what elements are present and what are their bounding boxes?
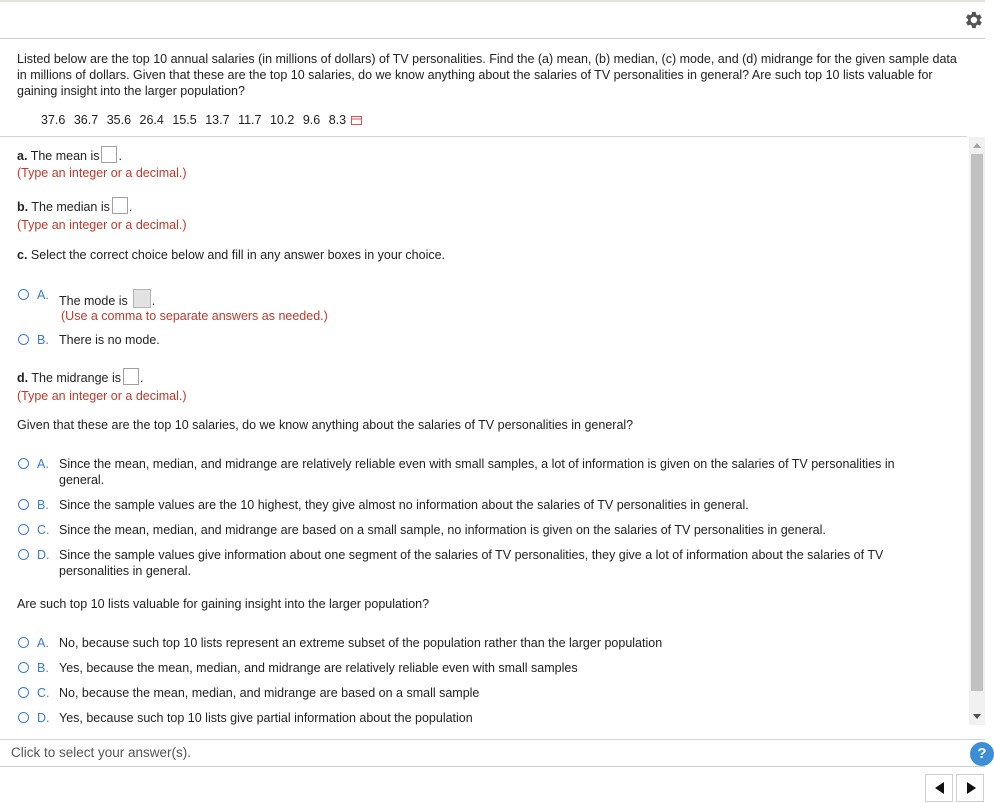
choice-text: Since the sample values are the 10 highest, they give almost no information about the salaries of TV personalities in general. [59, 498, 749, 512]
data-value: 36.7 [73, 113, 99, 127]
part-d-text: The midrange is [31, 371, 121, 385]
midrange-answer-box[interactable] [123, 368, 139, 385]
valuable-choice-b[interactable] [18, 660, 578, 676]
radio-button[interactable] [18, 458, 29, 469]
radio-button[interactable] [18, 549, 29, 560]
data-value: 37.6 [41, 113, 66, 127]
choice-letter: D. [37, 548, 50, 562]
choice-text: The mode is . [59, 287, 155, 309]
part-a-hint: (Type an integer or a decimal.) [17, 166, 187, 180]
scroll-up-arrow-icon[interactable] [973, 143, 981, 148]
previous-button[interactable] [925, 774, 953, 802]
top-border [0, 0, 985, 2]
part-a-text: The mean is [30, 149, 100, 163]
scrollbar[interactable] [969, 137, 985, 725]
choice-text: Since the mean, median, and midrange are based on a small sample, no information is given on the salaries of TV personalities in general. [59, 523, 826, 537]
general-choice-c[interactable] [18, 522, 826, 538]
scrollbar-thumb[interactable] [971, 154, 983, 691]
data-value: 13.7 [205, 113, 230, 127]
mode-hint: (Use a comma to separate answers as needed.) [61, 309, 328, 323]
valuable-choice-d[interactable] [18, 710, 473, 726]
data-value: 10.2 [269, 113, 295, 127]
arrow-right-icon [967, 782, 976, 794]
part-c-text: Select the correct choice below and fill in any answer boxes in your choice. [30, 248, 446, 262]
radio-button[interactable] [18, 524, 29, 535]
choice-text: No, because such top 10 lists represent an extreme subset of the population rather than the larger population [59, 636, 663, 650]
content-divider [0, 136, 967, 137]
mode-answer-box[interactable] [133, 289, 151, 308]
mean-answer-box[interactable] [101, 146, 117, 163]
part-d-letter: d. [17, 371, 29, 385]
part-d-question: d. The midrange is . [17, 368, 143, 386]
footer-divider [0, 739, 985, 740]
choice-letter: A. [37, 288, 49, 302]
valuable-choice-a[interactable] [18, 635, 662, 651]
data-value: 35.6 [106, 113, 132, 127]
choice-letter: B. [37, 333, 49, 347]
nav-divider [0, 766, 985, 767]
choice-letter: A. [37, 457, 49, 471]
valuable-choice-c[interactable] [18, 685, 479, 701]
scroll-down-arrow-icon[interactable] [973, 714, 981, 719]
choice-text: Yes, because such top 10 lists give partial information about the population [59, 711, 473, 725]
mode-choice-b[interactable] [18, 332, 160, 348]
part-d-hint: (Type an integer or a decimal.) [17, 389, 187, 403]
valuable-question: Are such top 10 lists valuable for gaining insight into the larger population? [17, 597, 430, 611]
part-b-letter: b. [17, 200, 29, 214]
question-prompt: Listed below are the top 10 annual salaries (in millions of dollars) of TV personalities. Find the (a) mean, (b) median, (c) mode, and (d) midrange for the given sample data in millions of dollars. Given that these are the top 10 salaries, do we know anything about the salaries of TV personalities in general? Are such top 10 lists valuable for gaining insight into the larger population? [17, 52, 957, 98]
general-choice-a[interactable] [18, 456, 933, 488]
part-a-letter: a. [17, 149, 28, 163]
arrow-left-icon [935, 782, 944, 794]
radio-button[interactable] [18, 499, 29, 510]
part-b-question: b. The median is . [17, 197, 132, 215]
median-answer-box[interactable] [112, 197, 128, 214]
data-value: 26.4 [139, 113, 164, 127]
choice-letter: D. [37, 711, 50, 725]
general-choice-d[interactable] [18, 547, 928, 579]
radio-button[interactable] [18, 289, 29, 300]
general-question: Given that these are the top 10 salaries, do we know anything about the salaries of TV personalities in general? [17, 418, 634, 432]
choice-letter: B. [37, 661, 49, 675]
part-b-hint: (Type an integer or a decimal.) [17, 218, 187, 232]
radio-button[interactable] [18, 334, 29, 345]
radio-button[interactable] [18, 637, 29, 648]
part-b-text: The median is [31, 200, 110, 214]
data-value: 8.3 [328, 113, 347, 127]
header-divider [0, 38, 985, 39]
choice-text: Yes, because the mean, median, and midrange are relatively reliable even with small samples [59, 661, 578, 675]
next-button[interactable] [956, 774, 984, 802]
data-value: 11.7 [238, 113, 262, 127]
help-icon[interactable]: ? [970, 742, 994, 766]
choice-letter: A. [37, 636, 49, 650]
data-value: 15.5 [172, 113, 197, 127]
copy-data-icon[interactable] [351, 116, 362, 125]
choice-text: No, because the mean, median, and midrange are based on a small sample [59, 686, 480, 700]
radio-button[interactable] [18, 662, 29, 673]
part-c-question [17, 247, 445, 263]
choice-letter: C. [37, 523, 50, 537]
choice-text: Since the mean, median, and midrange are relatively reliable even with small samples, a lot of information is given on the salaries of TV personalities in general. [59, 457, 895, 487]
choice-text: Since the sample values give information about one segment of the salaries of TV personalities, they give a lot of information about the salaries of TV personalities in general. [59, 548, 884, 578]
footer-instruction: Click to select your answer(s). [11, 745, 192, 760]
data-values-row [41, 111, 362, 129]
choice-letter: B. [37, 498, 49, 512]
choice-text: There is no mode. [59, 333, 160, 347]
part-a-question: a. The mean is . [17, 146, 122, 164]
radio-button[interactable] [18, 687, 29, 698]
mode-label: The mode is [59, 294, 128, 308]
radio-button[interactable] [18, 712, 29, 723]
data-value: 9.6 [302, 113, 321, 127]
choice-letter: C. [37, 686, 50, 700]
gear-icon[interactable] [962, 9, 984, 31]
mode-choice-a[interactable] [18, 287, 155, 309]
part-c-letter: c. [17, 248, 28, 262]
general-choice-b[interactable] [18, 497, 749, 513]
